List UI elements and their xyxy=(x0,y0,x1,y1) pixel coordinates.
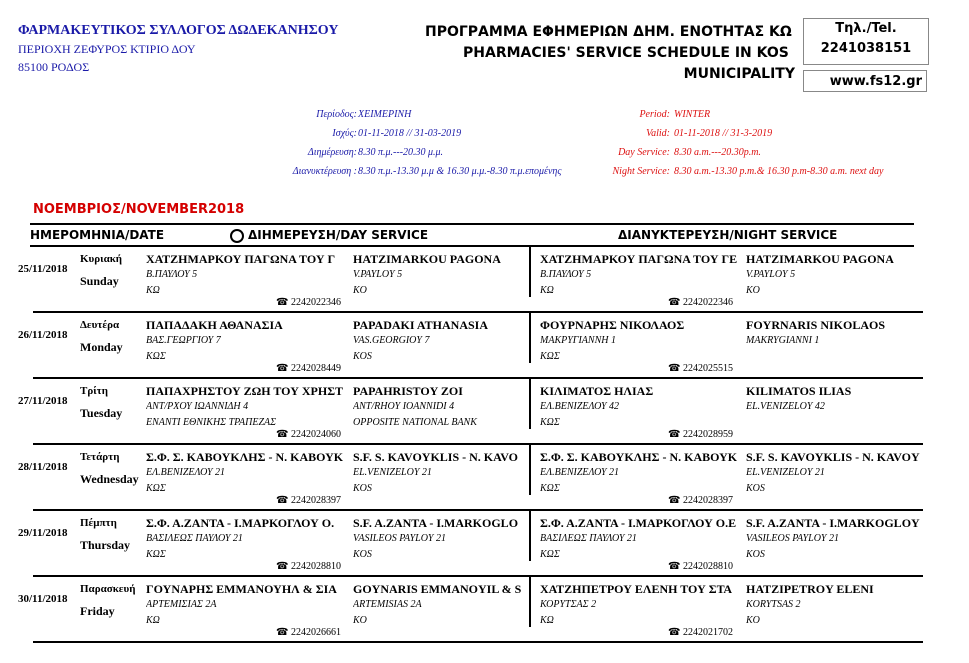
pharmacy-address: ΕΛ.ΒΕΝΙΖΕΛΟΥ 42 xyxy=(540,401,620,412)
period-value-en: WINTER xyxy=(674,109,711,120)
pharmacy-name: GOYNARIS EMMANOYIL & S xyxy=(353,582,522,596)
night-phone xyxy=(668,561,733,572)
valid-label: Ισχύς: xyxy=(332,128,357,139)
day-phone xyxy=(276,429,341,440)
period-values-greek xyxy=(358,105,598,181)
column-separator xyxy=(529,247,531,297)
day-pharmacy-english xyxy=(353,515,533,563)
pharmacy-city: ΚΩ xyxy=(146,285,160,296)
pharmacy-name: S.F. S. KAVOYKLIS - N. KAVOY xyxy=(746,450,920,464)
row-day-english: Thursday xyxy=(80,538,131,552)
night-pharmacy-english xyxy=(746,581,924,629)
pharmacy-city: KOS xyxy=(746,549,765,560)
circle-icon xyxy=(230,229,244,243)
pharmacy-address: ΕΛ.ΒΕΝΙΖΕΛΟΥ 21 xyxy=(146,467,226,478)
pharmacy-address: ΒΑΣΙΛΕΩΣ ΠΑΥΛΟΥ 21 xyxy=(146,533,243,544)
column-separator xyxy=(529,379,531,429)
day-pharmacy-english xyxy=(353,317,533,365)
table-row xyxy=(18,247,923,313)
phone-icon: ☎ xyxy=(276,495,289,506)
pharmacy-address: ΒΑΣ.ΓΕΩΡΓΙΟΥ 7 xyxy=(146,335,221,346)
pharmacy-city: KO xyxy=(746,615,760,626)
table-row xyxy=(18,577,923,643)
phone-icon: ☎ xyxy=(276,561,289,572)
pharmacy-address: ΑΡΤΕΜΙΣΙΑΣ 2Α xyxy=(146,599,217,610)
phone-icon: ☎ xyxy=(276,297,289,308)
row-date: 28/11/2018 xyxy=(18,461,68,473)
header-day-service: ΔΙΗΜΕΡΕΥΣΗ/DAY SERVICE xyxy=(248,228,429,242)
night-pharmacy-english xyxy=(746,317,924,349)
day-phone-number: 2242028449 xyxy=(290,363,341,374)
pharmacy-name: ΧΑΤΖΗΠΕΤΡΟΥ ΕΛΕΝΗ ΤΟΥ ΣΤΑ xyxy=(540,582,733,596)
period-value: ΧΕΙΜΕΡΙΝΗ xyxy=(358,109,412,120)
column-separator xyxy=(529,577,531,627)
night-phone xyxy=(668,363,733,374)
night-pharmacy-greek xyxy=(540,581,742,629)
pharmacy-address: ARTEMISIAS 2A xyxy=(353,599,422,610)
pharmacy-address: VASILEOS PAYLOY 21 xyxy=(353,533,446,544)
row-day-english: Monday xyxy=(80,340,123,354)
phone-icon: ☎ xyxy=(668,363,681,374)
row-day-english: Wednesday xyxy=(80,472,139,486)
day-phone xyxy=(276,561,341,572)
website-box[interactable] xyxy=(803,70,927,92)
pharmacy-name: PAPAHRISTOY ZOI xyxy=(353,384,463,398)
pharmacy-address: V.PAYLOY 5 xyxy=(746,269,796,280)
night-pharmacy-english xyxy=(746,449,924,497)
pharmacy-address: ANT/RHOY IOANNIDI 4 xyxy=(353,401,455,412)
night-pharmacy-english xyxy=(746,383,924,415)
valid-value-en: 01-11-2018 // 31-3-2019 xyxy=(674,128,773,139)
row-day-greek: Παρασκευή xyxy=(80,583,136,595)
row-date: 27/11/2018 xyxy=(18,395,68,407)
table-header xyxy=(30,223,914,247)
document-title xyxy=(425,22,795,85)
pharmacy-address: ΒΑΣΙΛΕΩΣ ΠΑΥΛΟΥ 21 xyxy=(540,533,637,544)
day-phone-number: 2242026661 xyxy=(290,627,341,638)
title-line-2: PHARMACIES' SERVICE SCHEDULE IN KOS xyxy=(463,45,789,61)
period-label: Περίοδος: xyxy=(316,109,357,120)
phone-icon: ☎ xyxy=(276,429,289,440)
pharmacy-name: HATZIPETROY ELENI xyxy=(746,582,874,596)
title-line-1: ΠΡΟΓΡΑΜΜΑ ΕΦΗΜΕΡΙΩΝ ΔΗΜ. ΕΝΟΤΗΤΑΣ ΚΩ xyxy=(425,24,792,40)
row-day-greek: Πέμπτη xyxy=(80,517,117,529)
night-service-label-en: Night Service: xyxy=(612,166,670,177)
night-service-value: 8.30 π.μ.-13.30 μ.μ & 16.30 μ.μ.-8.30 π.μ.επομένης xyxy=(358,166,562,177)
pharmacy-address: KORYTSAS 2 xyxy=(746,599,801,610)
column-separator xyxy=(529,313,531,363)
day-phone xyxy=(276,495,341,506)
pharmacy-city: ΚΩΣ xyxy=(146,549,166,560)
table-row xyxy=(18,511,923,577)
row-date: 26/11/2018 xyxy=(18,329,68,341)
night-phone-number: 2242028397 xyxy=(682,495,733,506)
pharmacy-name: ΓΟΥΝΑΡΗΣ ΕΜΜΑΝΟΥΗΛ & ΣΙΑ xyxy=(146,582,337,596)
phone-icon: ☎ xyxy=(668,561,681,572)
night-phone-number: 2242025515 xyxy=(682,363,733,374)
day-phone xyxy=(276,627,341,638)
table-row xyxy=(18,379,923,445)
phone-icon: ☎ xyxy=(668,495,681,506)
row-divider xyxy=(33,641,923,643)
period-label-en: Period: xyxy=(639,109,670,120)
pharmacy-address: ΚΟΡΥΤΣΑΣ 2 xyxy=(540,599,597,610)
website-link[interactable]: www.fs12.gr xyxy=(829,74,922,89)
pharmacy-name: HATZIMARKOU PAGONA xyxy=(746,252,894,266)
pharmacy-address: VASILEOS PAYLOY 21 xyxy=(746,533,839,544)
table-row xyxy=(18,313,923,379)
pharmacy-address: EL.VENIZELOY 21 xyxy=(353,467,432,478)
day-pharmacy-greek xyxy=(146,515,348,563)
pharmacy-city: KOS xyxy=(353,483,372,494)
header-date: ΗΜΕΡΟΜΗΝΙΑ/DATE xyxy=(30,228,165,242)
tel-number: 2241038151 xyxy=(820,41,912,56)
row-date: 25/11/2018 xyxy=(18,263,68,275)
title-line-3: MUNICIPALITY xyxy=(683,66,795,82)
period-values-english xyxy=(674,105,934,181)
pharmacy-city: ΚΩ xyxy=(540,285,554,296)
pharmacy-city: KO xyxy=(353,615,367,626)
pharmacy-name: ΦΟΥΡΝΑΡΗΣ ΝΙΚΟΛΑΟΣ xyxy=(540,318,685,332)
org-name: ΦΑΡΜΑΚΕΥΤΙΚΟΣ ΣΥΛΛΟΓΟΣ ΔΩΔΕΚΑΝΗΣΟΥ xyxy=(18,23,339,38)
pharmacy-city: ΚΩΣ xyxy=(540,483,560,494)
pharmacy-name: KILIMATOS ILIAS xyxy=(746,384,852,398)
pharmacy-name: S.F. A.ZANTA - I.MARKOGLO xyxy=(353,516,519,530)
phone-icon: ☎ xyxy=(276,627,289,638)
row-day-english: Tuesday xyxy=(80,406,123,420)
night-pharmacy-greek xyxy=(540,251,742,299)
day-pharmacy-greek xyxy=(146,581,348,629)
row-day-greek: Δευτέρα xyxy=(80,319,120,331)
pharmacy-name: Σ.Φ. Σ. ΚΑΒΟΥΚΛΗΣ - Ν. ΚΑΒΟΥΚ xyxy=(146,450,344,464)
pharmacy-address: EL.VENIZELOY 21 xyxy=(746,467,825,478)
pharmacy-name: S.F. A.ZANTA - I.MARKOGLOY xyxy=(746,516,920,530)
period-labels-greek xyxy=(262,105,357,181)
day-phone xyxy=(276,297,341,308)
pharmacy-name: ΧΑΤΖΗΜΑΡΚΟΥ ΠΑΓΩΝΑ ΤΟΥ ΓΕ xyxy=(540,252,738,266)
night-phone-number: 2242028810 xyxy=(682,561,733,572)
night-pharmacy-greek xyxy=(540,515,742,563)
row-day-english: Friday xyxy=(80,604,115,618)
night-service-label: Διανυκτέρευση : xyxy=(292,166,357,177)
day-phone-number: 2242028397 xyxy=(290,495,341,506)
pharmacy-city: KOS xyxy=(353,351,372,362)
pharmacy-name: ΠΑΠΑΧΡΗΣΤΟΥ ΖΩΗ ΤΟΥ ΧΡΗΣΤ xyxy=(146,384,344,398)
pharmacy-name: Σ.Φ. Α.ΖΑΝΤΑ - Ι.ΜΑΡΚΟΓΛΟΥ Ο.Ε xyxy=(540,516,737,530)
day-pharmacy-greek xyxy=(146,251,348,299)
day-phone xyxy=(276,363,341,374)
tel-label: Τηλ./Tel. xyxy=(835,21,897,36)
pharmacy-name: Σ.Φ. Α.ΖΑΝΤΑ - Ι.ΜΑΡΚΟΓΛΟΥ Ο. xyxy=(146,516,335,530)
pharmacy-name: S.F. S. KAVOYKLIS - N. KAVO xyxy=(353,450,519,464)
pharmacy-name: PAPADAKI ATHANASIA xyxy=(353,318,489,332)
pharmacy-address: Β.ΠΑΥΛΟΥ 5 xyxy=(146,269,198,280)
pharmacy-city: ΚΩ xyxy=(540,615,554,626)
pharmacy-address: V.PAYLOY 5 xyxy=(353,269,403,280)
night-pharmacy-english xyxy=(746,515,924,563)
day-pharmacy-greek xyxy=(146,383,348,431)
pharmacy-address: ΜΑΚΡΥΓΙΑΝΝΗ 1 xyxy=(540,335,616,346)
pharmacy-city: ΚΩΣ xyxy=(540,351,560,362)
night-phone-number: 2242028959 xyxy=(682,429,733,440)
day-service-value-en: 8.30 a.m.---20.30p.m. xyxy=(674,147,761,158)
valid-label-en: Valid: xyxy=(646,128,670,139)
night-pharmacy-greek xyxy=(540,317,742,365)
night-phone-number: 2242022346 xyxy=(682,297,733,308)
pharmacy-address: ΑΝΤ/ΡΧΟΥ ΙΩΑΝΝΙΔΗ 4 xyxy=(146,401,249,412)
pharmacy-city: KO xyxy=(746,285,760,296)
night-phone xyxy=(668,429,733,440)
org-area: ΠΕΡΙΟΧΗ ΖΕΦΥΡΟΣ ΚΤΙΡΙΟ ΔΟΥ xyxy=(18,42,196,56)
row-date: 30/11/2018 xyxy=(18,593,68,605)
pharmacy-city: OPPOSITE NATIONAL BANK xyxy=(353,417,477,428)
column-separator xyxy=(529,445,531,495)
pharmacy-city: ΚΩΣ xyxy=(146,351,166,362)
pharmacy-city: ΚΩΣ xyxy=(540,549,560,560)
day-service-value: 8.30 π.μ.---20.30 μ.μ. xyxy=(358,147,444,158)
day-pharmacy-english xyxy=(353,251,533,299)
table-row xyxy=(18,445,923,511)
pharmacy-name: ΧΑΤΖΗΜΑΡΚΟΥ ΠΑΓΩΝΑ ΤΟΥ Γ xyxy=(146,252,336,266)
night-phone-number: 2242021702 xyxy=(682,627,733,638)
row-date: 29/11/2018 xyxy=(18,527,68,539)
row-day-greek: Κυριακή xyxy=(80,253,123,265)
day-pharmacy-english xyxy=(353,449,533,497)
pharmacy-name: FOYRNARIS NIKOLAOS xyxy=(746,318,886,332)
pharmacy-address: MAKRYGIANNI 1 xyxy=(746,335,820,346)
pharmacy-city: ΚΩ xyxy=(146,615,160,626)
row-day-greek: Τετάρτη xyxy=(80,451,120,463)
pharmacy-city: ΕΝΑΝΤΙ ΕΘΝΙΚΗΣ ΤΡΑΠΕΖΑΣ xyxy=(146,417,277,428)
day-pharmacy-greek xyxy=(146,449,348,497)
day-phone-number: 2242022346 xyxy=(290,297,341,308)
day-pharmacy-english xyxy=(353,383,533,431)
phone-icon: ☎ xyxy=(276,363,289,374)
column-separator xyxy=(529,511,531,561)
night-pharmacy-greek xyxy=(540,383,742,431)
night-pharmacy-english xyxy=(746,251,924,299)
row-day-greek: Τρίτη xyxy=(80,385,108,397)
night-phone xyxy=(668,627,733,638)
pharmacy-city: KOS xyxy=(353,549,372,560)
pharmacy-name: ΚΙΛΙΜΑΤΟΣ ΗΛΙΑΣ xyxy=(540,384,654,398)
day-service-label: Διημέρευση: xyxy=(307,147,357,158)
header-night-service: ΔΙΑΝΥΚΤΕΡΕΥΣΗ/NIGHT SERVICE xyxy=(618,228,838,242)
pharmacy-address: VAS.GEORGIOY 7 xyxy=(353,335,430,346)
day-pharmacy-english xyxy=(353,581,533,629)
night-phone xyxy=(668,297,733,308)
period-labels-english xyxy=(600,105,670,181)
phone-icon: ☎ xyxy=(668,429,681,440)
pharmacy-name: HATZIMARKOU PAGONA xyxy=(353,252,501,266)
pharmacy-city: ΚΩΣ xyxy=(540,417,560,428)
pharmacy-address: Β.ΠΑΥΛΟΥ 5 xyxy=(540,269,592,280)
valid-value: 01-11-2018 // 31-03-2019 xyxy=(358,128,462,139)
phone-icon: ☎ xyxy=(668,297,681,308)
pharmacy-address: EL.VENIZELOY 42 xyxy=(746,401,825,412)
month-heading: ΝΟΕΜΒΡΙΟΣ/NOVEMBER2018 xyxy=(33,202,245,217)
day-pharmacy-greek xyxy=(146,317,348,365)
pharmacy-city: KO xyxy=(353,285,367,296)
org-postal: 85100 ΡΟΔΟΣ xyxy=(18,60,90,74)
night-service-value-en: 8.30 a.m.-13.30 p.m.& 16.30 p.m-8.30 a.m. next day xyxy=(674,166,884,177)
pharmacy-city: ΚΩΣ xyxy=(146,483,166,494)
night-pharmacy-greek xyxy=(540,449,742,497)
pharmacy-name: Σ.Φ. Σ. ΚΑΒΟΥΚΛΗΣ - Ν. ΚΑΒΟΥΚ xyxy=(540,450,738,464)
pharmacy-city: KOS xyxy=(746,483,765,494)
day-service-label-en: Day Service: xyxy=(618,147,670,158)
row-day-english: Sunday xyxy=(80,274,119,288)
pharmacy-name: ΠΑΠΑΔΑΚΗ ΑΘΑΝΑΣΙΑ xyxy=(146,318,283,332)
organisation-block xyxy=(18,22,338,76)
night-phone xyxy=(668,495,733,506)
pharmacy-address: ΕΛ.ΒΕΝΙΖΕΛΟΥ 21 xyxy=(540,467,620,478)
day-phone-number: 2242028810 xyxy=(290,561,341,572)
day-phone-number: 2242024060 xyxy=(290,429,341,440)
telephone-box xyxy=(803,18,929,65)
phone-icon: ☎ xyxy=(668,627,681,638)
